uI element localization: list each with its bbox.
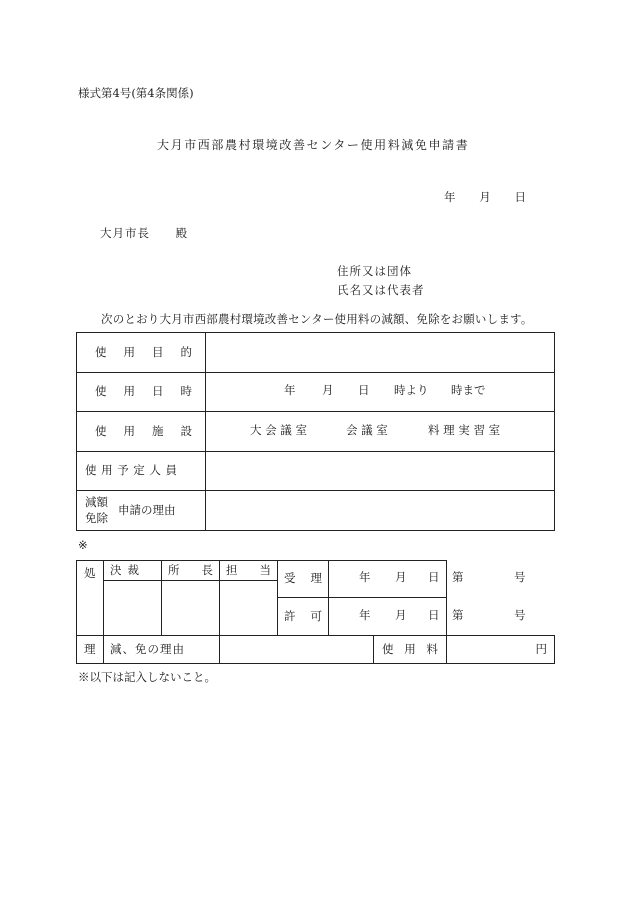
receipt-char: 受 [284,571,296,586]
purpose-label-char: 用 [123,344,136,359]
datetime-label-char: 使 [95,384,108,399]
receipt-year: 年 [359,570,371,584]
datetime-month: 月 [322,383,334,397]
date-line [444,192,526,204]
receipt-label [278,561,329,598]
purpose-label [77,333,206,373]
permit-date-number[interactable] [329,598,526,636]
facility-row [77,412,555,452]
facility-label-char: 用 [123,423,136,438]
reduction-label-bottom: 免除 [85,510,108,525]
people-label [77,452,206,491]
reason-label [77,491,206,531]
people-label-text: 使用予定人員 [85,463,182,478]
applicant-name-label: 氏名又は代表者 [337,283,425,297]
addressee-honorific: 殿 [175,226,188,240]
processing-side-label [77,561,104,636]
fee-char: 料 [426,641,438,656]
processing-table [76,560,555,664]
people-row [77,452,555,491]
permit-day: 日 [428,607,440,622]
receipt-char: 理 [310,571,322,586]
people-field[interactable] [206,452,555,491]
permit-char: 許 [284,608,296,623]
permit-char: 可 [310,608,322,623]
addressee-name: 大月市長 [100,226,150,240]
permit-month: 月 [395,607,407,622]
facility-label [77,412,206,452]
datetime-label-char: 時 [180,384,193,399]
fee-field[interactable] [447,636,555,664]
decision-stamp[interactable] [104,581,162,636]
facility-label-char: 施 [152,423,165,438]
processing-header-row [77,561,555,581]
datetime-to: 時まで [451,383,486,397]
decision-char: 決 [110,562,122,577]
fee-char: 用 [404,641,416,656]
permit-year: 年 [359,607,371,622]
datetime-row [77,373,555,412]
datetime-label [77,373,206,412]
processing-side-bottom-cell [77,636,104,664]
fee-char: 使 [382,641,394,656]
date-day: 日 [514,190,526,204]
receipt-no: 第 [452,570,464,584]
reduction-label-top: 減額 [85,494,108,509]
receipt-date-number[interactable] [329,561,526,598]
footnote: ※以下は記入しないこと。 [78,670,216,684]
processing-side-bottom: 理 [84,641,96,656]
decision-header [104,561,162,581]
receipt-number-suffix: 号 [514,570,526,584]
purpose-field[interactable] [206,333,555,373]
intro-text: 次のとおり大月市西部農村環境改善センター使用料の減額、免除をお願いします。 [101,312,533,326]
staff-header [220,561,278,581]
facility-option-large-hall[interactable]: 大 会 議 室 [250,422,307,437]
fee-label [374,636,447,664]
staff-char: 担 [226,562,238,577]
datetime-field[interactable] [206,373,555,412]
receipt-month: 月 [395,570,407,584]
processing-bottom-row [77,636,555,664]
purpose-row [77,333,555,373]
facility-option-cooking-room[interactable]: 料 理 実 習 室 [428,422,501,437]
permit-number-suffix: 号 [514,607,526,622]
receipt-day: 日 [428,570,440,584]
facility-option-meeting-room[interactable]: 会 議 室 [346,422,388,437]
addressee [100,228,187,240]
director-stamp[interactable] [162,581,220,636]
form-number: 様式第4号(第4条関係) [78,86,194,100]
director-header [162,561,220,581]
facility-field[interactable] [206,412,555,452]
date-month: 月 [479,190,491,204]
purpose-label-char: 目 [152,344,165,359]
datetime-from: 時より [394,383,429,397]
applicant-address-label: 住所又は団体 [337,264,412,278]
reason-row [77,491,555,531]
reason-field[interactable] [206,491,555,531]
director-char: 所 [168,562,180,577]
date-year: 年 [444,190,456,204]
page-title: 大月市西部農村環境改善センター使用料減免申請書 [157,138,470,152]
staff-stamp[interactable] [220,581,278,636]
facility-label-char: 設 [180,423,193,438]
permit-label [278,598,329,636]
reduction-reason-text: 減、免の理由 [110,641,185,656]
decision-char: 裁 [127,562,139,577]
application-table [76,332,555,531]
reduction-reason-label [104,636,220,664]
reduction-reason-field[interactable] [220,636,374,664]
datetime-label-char: 用 [123,384,136,399]
mark: ※ [78,538,88,552]
purpose-label-char: 的 [180,344,193,359]
purpose-label-char: 使 [95,344,108,359]
director-char: 長 [201,562,213,577]
processing-side-top: 処 [84,566,96,580]
datetime-year: 年 [284,383,296,397]
staff-char: 当 [259,562,271,577]
datetime-day: 日 [358,383,370,397]
yen-unit: 円 [535,641,547,656]
datetime-label-char: 日 [152,384,165,399]
permit-no: 第 [452,607,464,622]
facility-label-char: 使 [95,423,108,438]
reason-label-text: 申請の理由 [118,502,176,517]
